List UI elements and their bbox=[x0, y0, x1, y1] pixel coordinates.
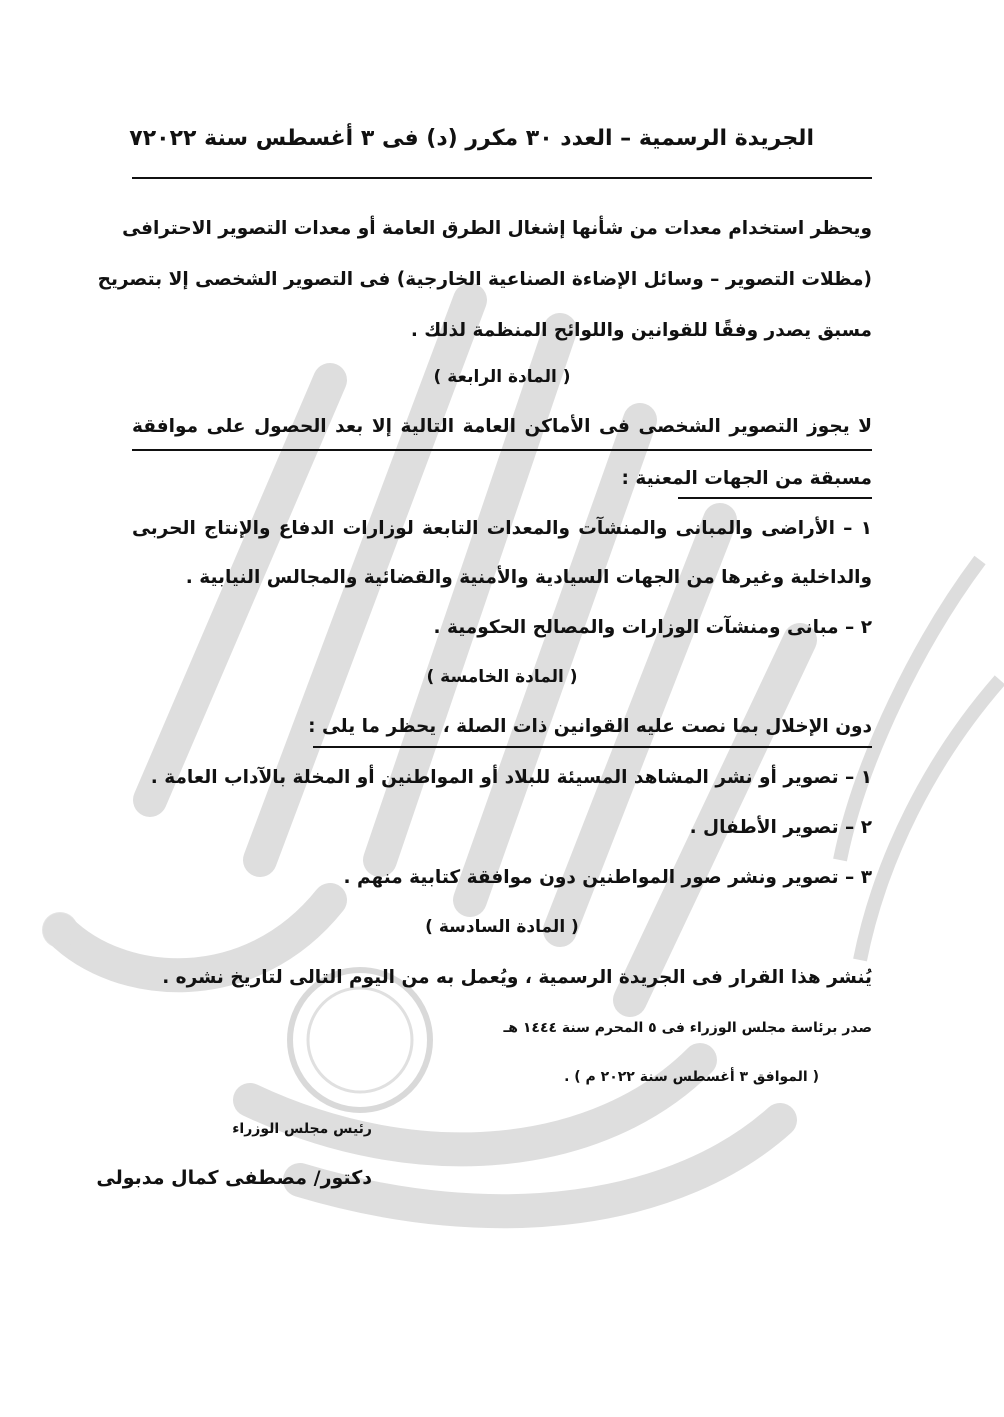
article-5-item-3: ٣ – تصوير ونشر صور المواطنين دون موافقة كتابية منهم . bbox=[343, 867, 872, 888]
article-4-underline-2 bbox=[678, 497, 872, 499]
article-4-underline-1 bbox=[132, 449, 872, 451]
intro-line-2: (مظلات التصوير – وسائل الإضاءة الصناعية الخارجية) فى التصوير الشخصى إلا بتصريح bbox=[97, 269, 872, 290]
article-4-item-1-cont: والداخلية وغيرها من الجهات السيادية والأمنية والقضائية والمجالس النيابية . bbox=[185, 567, 872, 588]
article-4-item-2: ٢ – مبانى ومنشآت الوزارات والمصالح الحكومية . bbox=[433, 617, 872, 638]
article-4-line-2: مسبقة من الجهات المعنية : bbox=[621, 468, 872, 489]
corresponding-date: ( الموافق ٣ أغسطس سنة ٢٠٢٢ م ) . bbox=[564, 1069, 819, 1085]
issued-line: صدر برئاسة مجلس الوزراء فى ٥ المحرم سنة ١٤٤٤ هـ bbox=[503, 1020, 872, 1036]
article-5-item-2: ٢ – تصوير الأطفال . bbox=[689, 817, 872, 838]
article-4-line-1: لا يجوز التصوير الشخصى فى الأماكن العامة التالية إلا بعد الحصول على موافقة bbox=[132, 416, 872, 437]
header-title: الجريدة الرسمية – العدد ٣٠ مكرر (د) فى ٣ أغسطس سنة ٢٠٢٢ bbox=[142, 126, 814, 151]
article-6-title: ( المادة السادسة ) bbox=[425, 917, 579, 937]
signature-name: دكتور/ مصطفى كمال مدبولى bbox=[96, 1167, 372, 1189]
article-4-item-1: ١ – الأراضى والمبانى والمنشآت والمعدات التابعة لوزارات الدفاع والإنتاج الحربى bbox=[132, 518, 872, 539]
signature-title: رئيس مجلس الوزراء bbox=[232, 1121, 372, 1137]
page-header bbox=[129, 126, 814, 151]
article-4-title: ( المادة الرابعة ) bbox=[433, 367, 571, 387]
page-number: ٧ bbox=[129, 126, 143, 151]
intro-line-3: مسبق يصدر وفقًا للقوانين واللوائح المنظمة لذلك . bbox=[410, 320, 872, 341]
article-5-title: ( المادة الخامسة ) bbox=[426, 667, 578, 687]
intro-line-1: ويحظر استخدام معدات من شأنها إشغال الطرق العامة أو معدات التصوير الاحترافى bbox=[122, 218, 872, 239]
article-5-lead: دون الإخلال بما نصت عليه القوانين ذات الصلة ، يحظر ما يلى : bbox=[308, 716, 872, 737]
article-6-text: يُنشر هذا القرار فى الجريدة الرسمية ، ويُعمل به من اليوم التالى لتاريخ نشره . bbox=[162, 967, 872, 988]
article-5-item-1: ١ – تصوير أو نشر المشاهد المسيئة للبلاد أو المواطنين أو المخلة بالآداب العامة . bbox=[150, 767, 872, 788]
header-divider bbox=[132, 177, 872, 179]
article-5-underline bbox=[313, 746, 872, 748]
